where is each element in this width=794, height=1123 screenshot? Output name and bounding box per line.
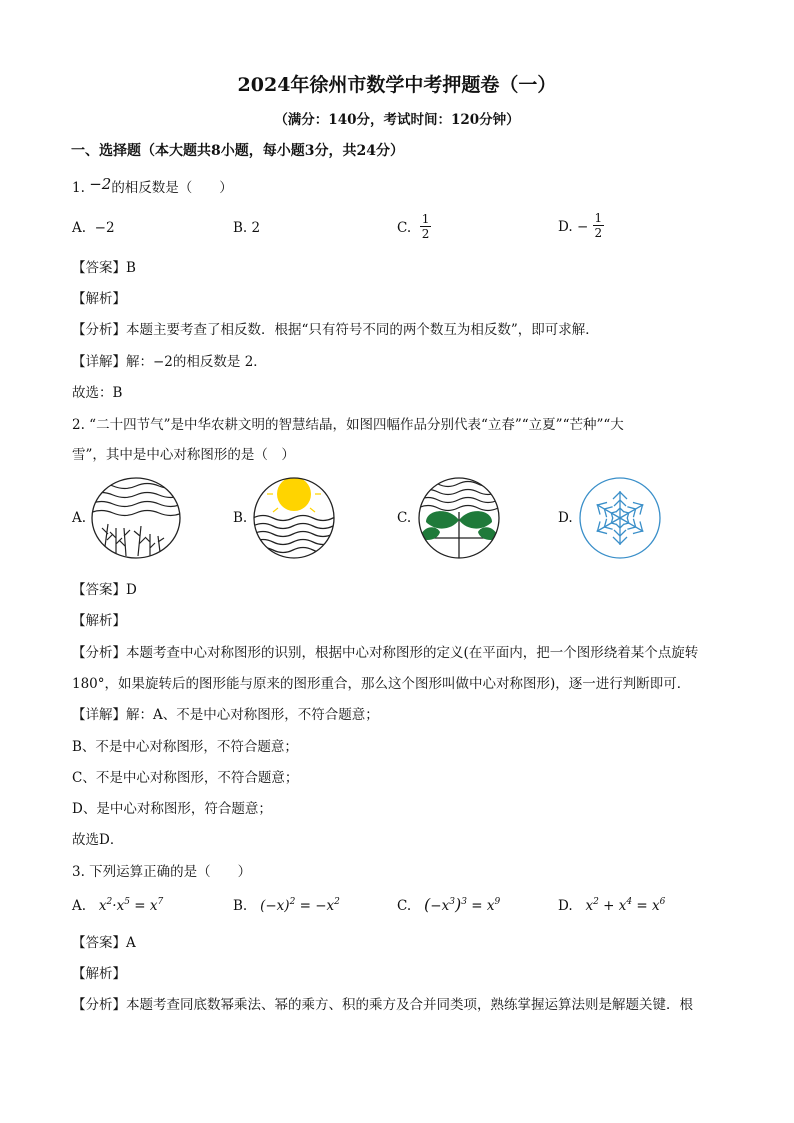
great-snow-figure bbox=[579, 477, 661, 559]
q2-option-b-label: B. bbox=[233, 510, 248, 526]
q3-answer: 【答案】A bbox=[72, 935, 136, 951]
q1-analysis: 【分析】本题主要考查了相反数．根据“只有符号不同的两个数互为相反数”，即可求解． bbox=[72, 322, 599, 338]
page-subtitle: （满分：140分，考试时间：120分钟） bbox=[274, 112, 520, 128]
q1-analysis-heading: 【解析】 bbox=[72, 291, 126, 307]
q1-option-c-fraction: $\frac{1}{2}$ bbox=[421, 212, 430, 241]
left-leaf-icon bbox=[426, 511, 459, 528]
q1-option-d: D. − $\frac{1}{2}$ bbox=[558, 211, 603, 240]
q2-option-d-label: D. bbox=[558, 510, 573, 526]
question-2-line-2: 雪”，其中是中心对称图形的是（ ） bbox=[72, 447, 295, 463]
q2-answer: 【答案】D bbox=[72, 582, 137, 598]
q1-option-a: A. −2 bbox=[72, 220, 115, 236]
q2-option-c-label: C. bbox=[397, 510, 412, 526]
q1-option-c: C. $\frac{1}{2}$ bbox=[397, 212, 430, 241]
page-title: 2024年徐州市数学中考押题卷（一） bbox=[237, 74, 557, 96]
q2-detail-3: C、不是中心对称图形，不符合题意； bbox=[72, 770, 299, 786]
q2-analysis-line-2: 180°，如果旋转后的图形能与原来的图形重合，那么这个图形叫做中心对称图形)，逐一进行判断即可． bbox=[72, 676, 691, 692]
question-3: 3. 下列运算正确的是（ ） bbox=[72, 864, 252, 880]
q1-expression: −2 bbox=[89, 175, 112, 193]
q3-analysis: 【分析】本题考查同底数幂乘法、幂的乘方、积的乘方及合并同类项，熟练掌握运算法则是解题关键．根 bbox=[72, 997, 693, 1013]
q1-answer: 【答案】B bbox=[72, 260, 136, 276]
q3-option-b: B. $(-x)^2 = -x^2$ bbox=[233, 897, 340, 914]
q2-analysis-heading: 【解析】 bbox=[72, 613, 126, 629]
q2-choice: 故选D． bbox=[72, 832, 124, 848]
q3-analysis-heading: 【解析】 bbox=[72, 966, 126, 982]
q1-option-b: B. 2 bbox=[233, 220, 261, 236]
q2-option-a-label: A. bbox=[72, 510, 87, 526]
grain-in-ear-figure bbox=[418, 476, 500, 560]
spring-start-figure bbox=[90, 476, 182, 560]
q1-stem: 的相反数是（ ） bbox=[111, 180, 233, 196]
q2-analysis-line-1: 【分析】本题考查中心对称图形的识别，根据中心对称图形的定义(在平面内，把一个图形绕着某个点旋转 bbox=[72, 645, 699, 661]
question-2-line-1: 2. “二十四节气”是中华农耕文明的智慧结晶，如图四幅作品分别代表“立春”“立夏”“芒种”“大 bbox=[72, 417, 624, 433]
q3-option-c: C. $(-x^3)^3 = x^9$ bbox=[397, 895, 501, 914]
question-1: 1. −2的相反数是（ ） bbox=[72, 175, 233, 196]
q3-option-a: A. $x^2\cdot x^5 = x^7$ bbox=[72, 897, 164, 914]
q2-detail-1: 【详解】解：A、不是中心对称图形，不符合题意； bbox=[72, 707, 379, 723]
q1-detail: 【详解】解：−2的相反数是 2． bbox=[72, 354, 267, 370]
q2-detail-2: B、不是中心对称图形，不符合题意； bbox=[72, 739, 298, 755]
sun-icon bbox=[277, 477, 311, 511]
section-heading: 一、选择题（本大题共8小题，每小题3分，共24分） bbox=[71, 143, 404, 159]
q2-detail-4: D、是中心对称图形，符合题意； bbox=[72, 801, 272, 817]
q1-option-d-fraction: $\frac{1}{2}$ bbox=[594, 211, 603, 240]
snowflake-icon bbox=[593, 491, 647, 545]
q3-option-d: D. $x^2 + x^4 = x^6$ bbox=[558, 897, 666, 914]
summer-start-figure bbox=[253, 476, 335, 560]
q1-choice: 故选：B bbox=[72, 385, 123, 401]
right-leaf-icon bbox=[459, 511, 492, 528]
